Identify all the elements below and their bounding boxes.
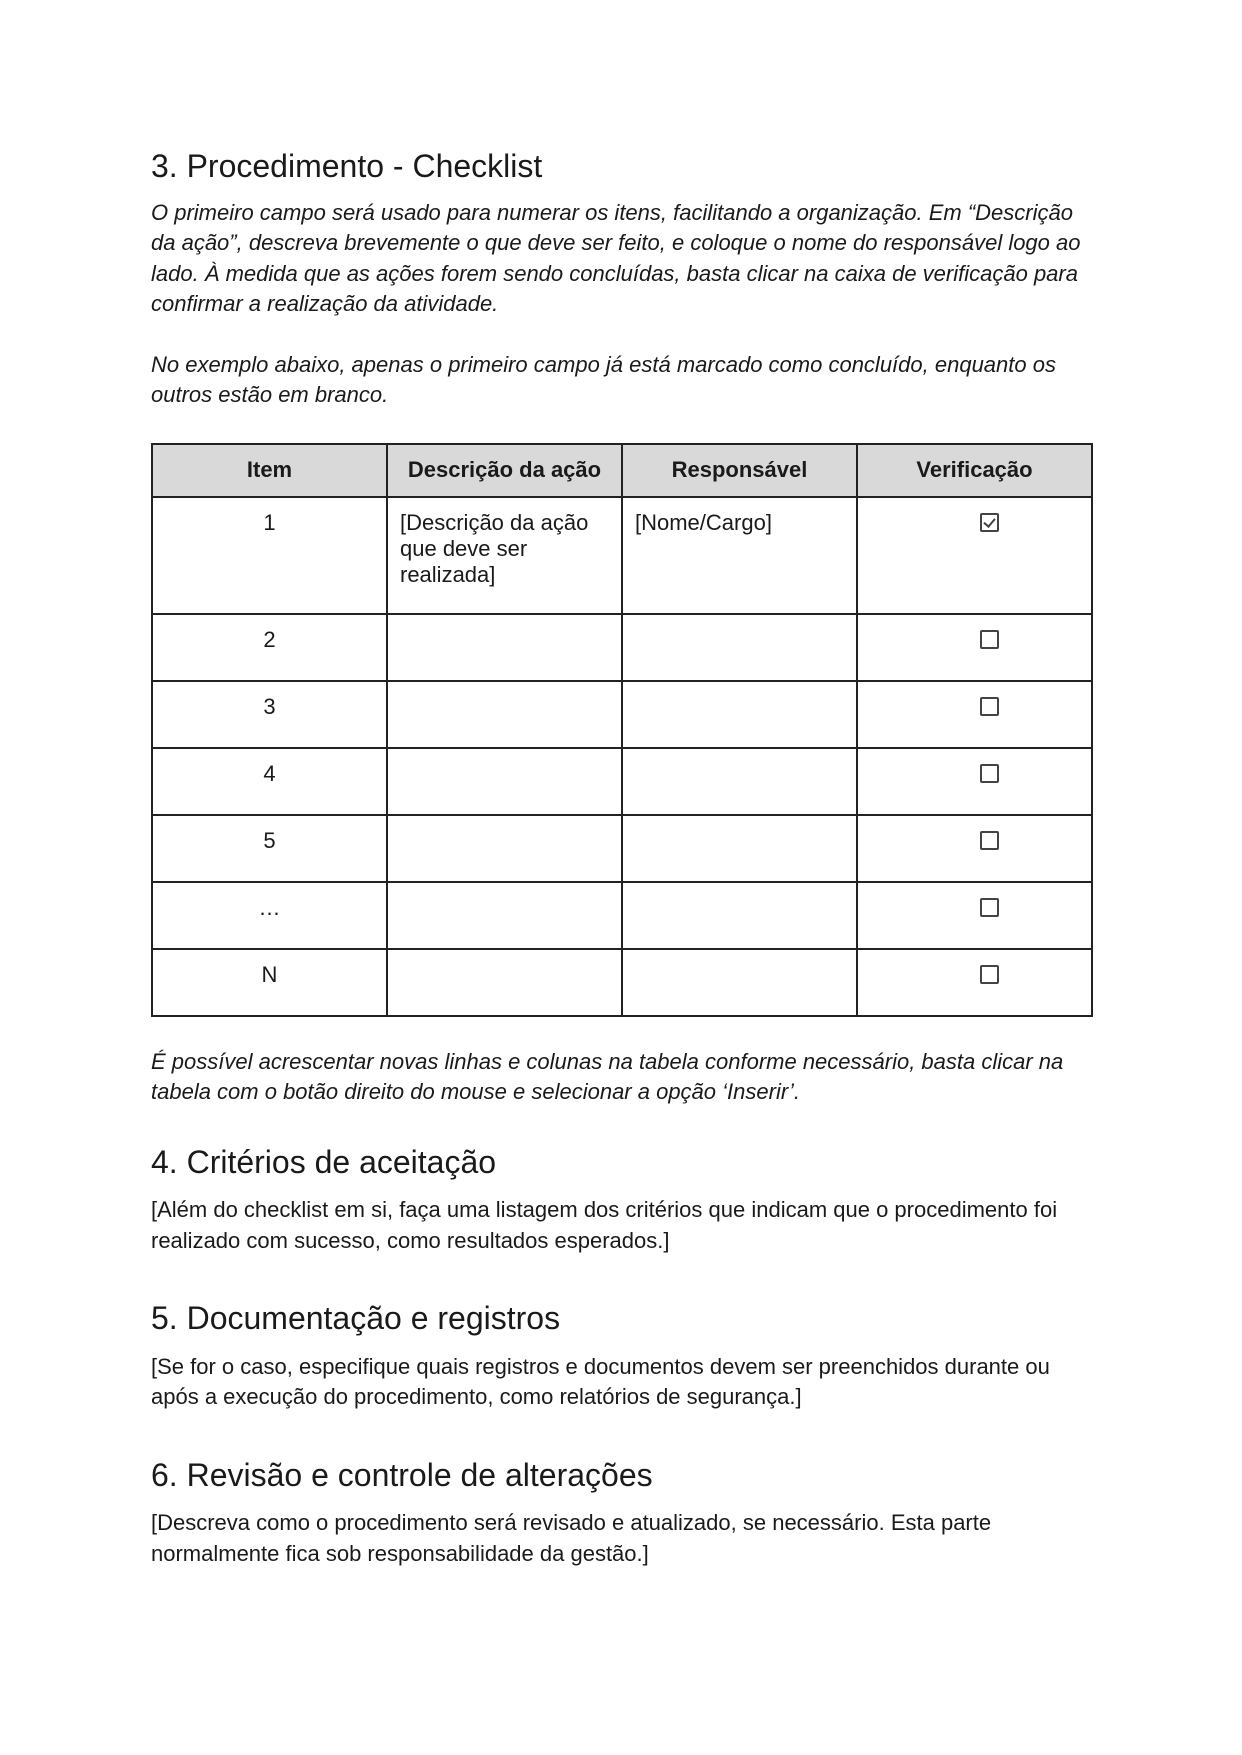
section-6-body: [Descreva como o procedimento será revisado e atualizado, se necessário. Esta parte normalmente fica sob responsabilidade da gestão.]	[151, 1510, 992, 1566]
table-row	[152, 949, 1092, 1016]
verification-cell	[857, 882, 1092, 949]
table-row	[152, 614, 1092, 681]
checkbox-icon[interactable]	[980, 898, 999, 917]
item-number-cell: 4	[152, 748, 387, 815]
item-number-cell: 2	[152, 614, 387, 681]
verification-cell	[857, 497, 1092, 614]
responsible-cell[interactable]	[622, 748, 857, 815]
section-3-heading: 3. Procedimento - Checklist	[151, 148, 543, 184]
verification-cell	[857, 949, 1092, 1016]
section-3-example-paragraph: No exemplo abaixo, apenas o primeiro campo já está marcado como concluído, enquanto os outros estão em branco.	[151, 351, 1056, 408]
verification-cell	[857, 748, 1092, 815]
item-number-cell: 1	[152, 497, 387, 614]
section-5-heading: 5. Documentação e registros	[151, 1300, 561, 1337]
responsible-cell[interactable]	[622, 949, 857, 1016]
responsible-cell[interactable]	[622, 882, 857, 949]
header-description: Descrição da ação	[387, 444, 622, 497]
responsible-cell[interactable]: [Nome/Cargo]	[622, 497, 857, 614]
verification-cell	[857, 681, 1092, 748]
item-number-cell: 3	[152, 681, 387, 748]
item-number-cell: 5	[152, 815, 387, 882]
table-row	[152, 748, 1092, 815]
description-cell[interactable]: [Descrição da ação que deve ser realizada]	[387, 497, 622, 614]
checkbox-icon[interactable]	[980, 965, 999, 984]
responsible-cell[interactable]	[622, 815, 857, 882]
verification-cell	[857, 815, 1092, 882]
table-row	[152, 497, 1092, 614]
description-cell[interactable]	[387, 681, 622, 748]
checkbox-icon[interactable]	[980, 630, 999, 649]
item-number-cell: N	[152, 949, 387, 1016]
checklist-table	[151, 443, 1093, 1017]
header-item: Item	[152, 444, 387, 497]
responsible-cell[interactable]	[622, 681, 857, 748]
description-cell[interactable]	[387, 882, 622, 949]
checkbox-icon[interactable]	[980, 697, 999, 716]
description-cell[interactable]	[387, 949, 622, 1016]
checkbox-icon[interactable]	[980, 831, 999, 850]
table-row	[152, 882, 1092, 949]
header-verification: Verificação	[857, 444, 1092, 497]
description-cell[interactable]	[387, 748, 622, 815]
verification-cell	[857, 614, 1092, 681]
header-responsible: Responsável	[622, 444, 857, 497]
section-4-body: [Além do checklist em si, faça uma listagem dos critérios que indicam que o procedimento foi realizado com sucesso, como resultados esperados.]	[151, 1197, 1058, 1253]
table-usage-note: É possível acrescentar novas linhas e colunas na tabela conforme necessário, basta clicar na tabela com o botão direito do mouse e selecionar a opção ‘Inserir’.	[151, 1048, 1064, 1105]
table-row	[152, 815, 1092, 882]
page-content	[151, 146, 1101, 1611]
section-4-heading: 4. Critérios de aceitação	[151, 1143, 497, 1180]
checkbox-icon[interactable]	[980, 764, 999, 783]
section-6-heading: 6. Revisão e controle de alterações	[151, 1456, 653, 1493]
section-5-body: [Se for o caso, especifique quais registros e documentos devem ser preenchidos durante ou após a execução do procedimento, como relatórios de segurança.]	[151, 1353, 1050, 1410]
table-header-row	[152, 444, 1092, 497]
table-row	[152, 681, 1092, 748]
description-cell[interactable]	[387, 815, 622, 882]
item-number-cell: …	[152, 882, 387, 949]
section-3-intro-paragraph: O primeiro campo será usado para numerar os itens, facilitando a organização. Em “Descrição da ação”, descreva brevemente o que deve ser feito, e coloque o nome do responsável logo ao lado. À medida que as ações forem sendo concluídas, basta clicar na caixa de verificação para confirmar a realização da atividade.	[151, 199, 1081, 317]
responsible-cell[interactable]	[622, 614, 857, 681]
description-cell[interactable]	[387, 614, 622, 681]
checkbox-checked-icon[interactable]	[980, 513, 999, 532]
